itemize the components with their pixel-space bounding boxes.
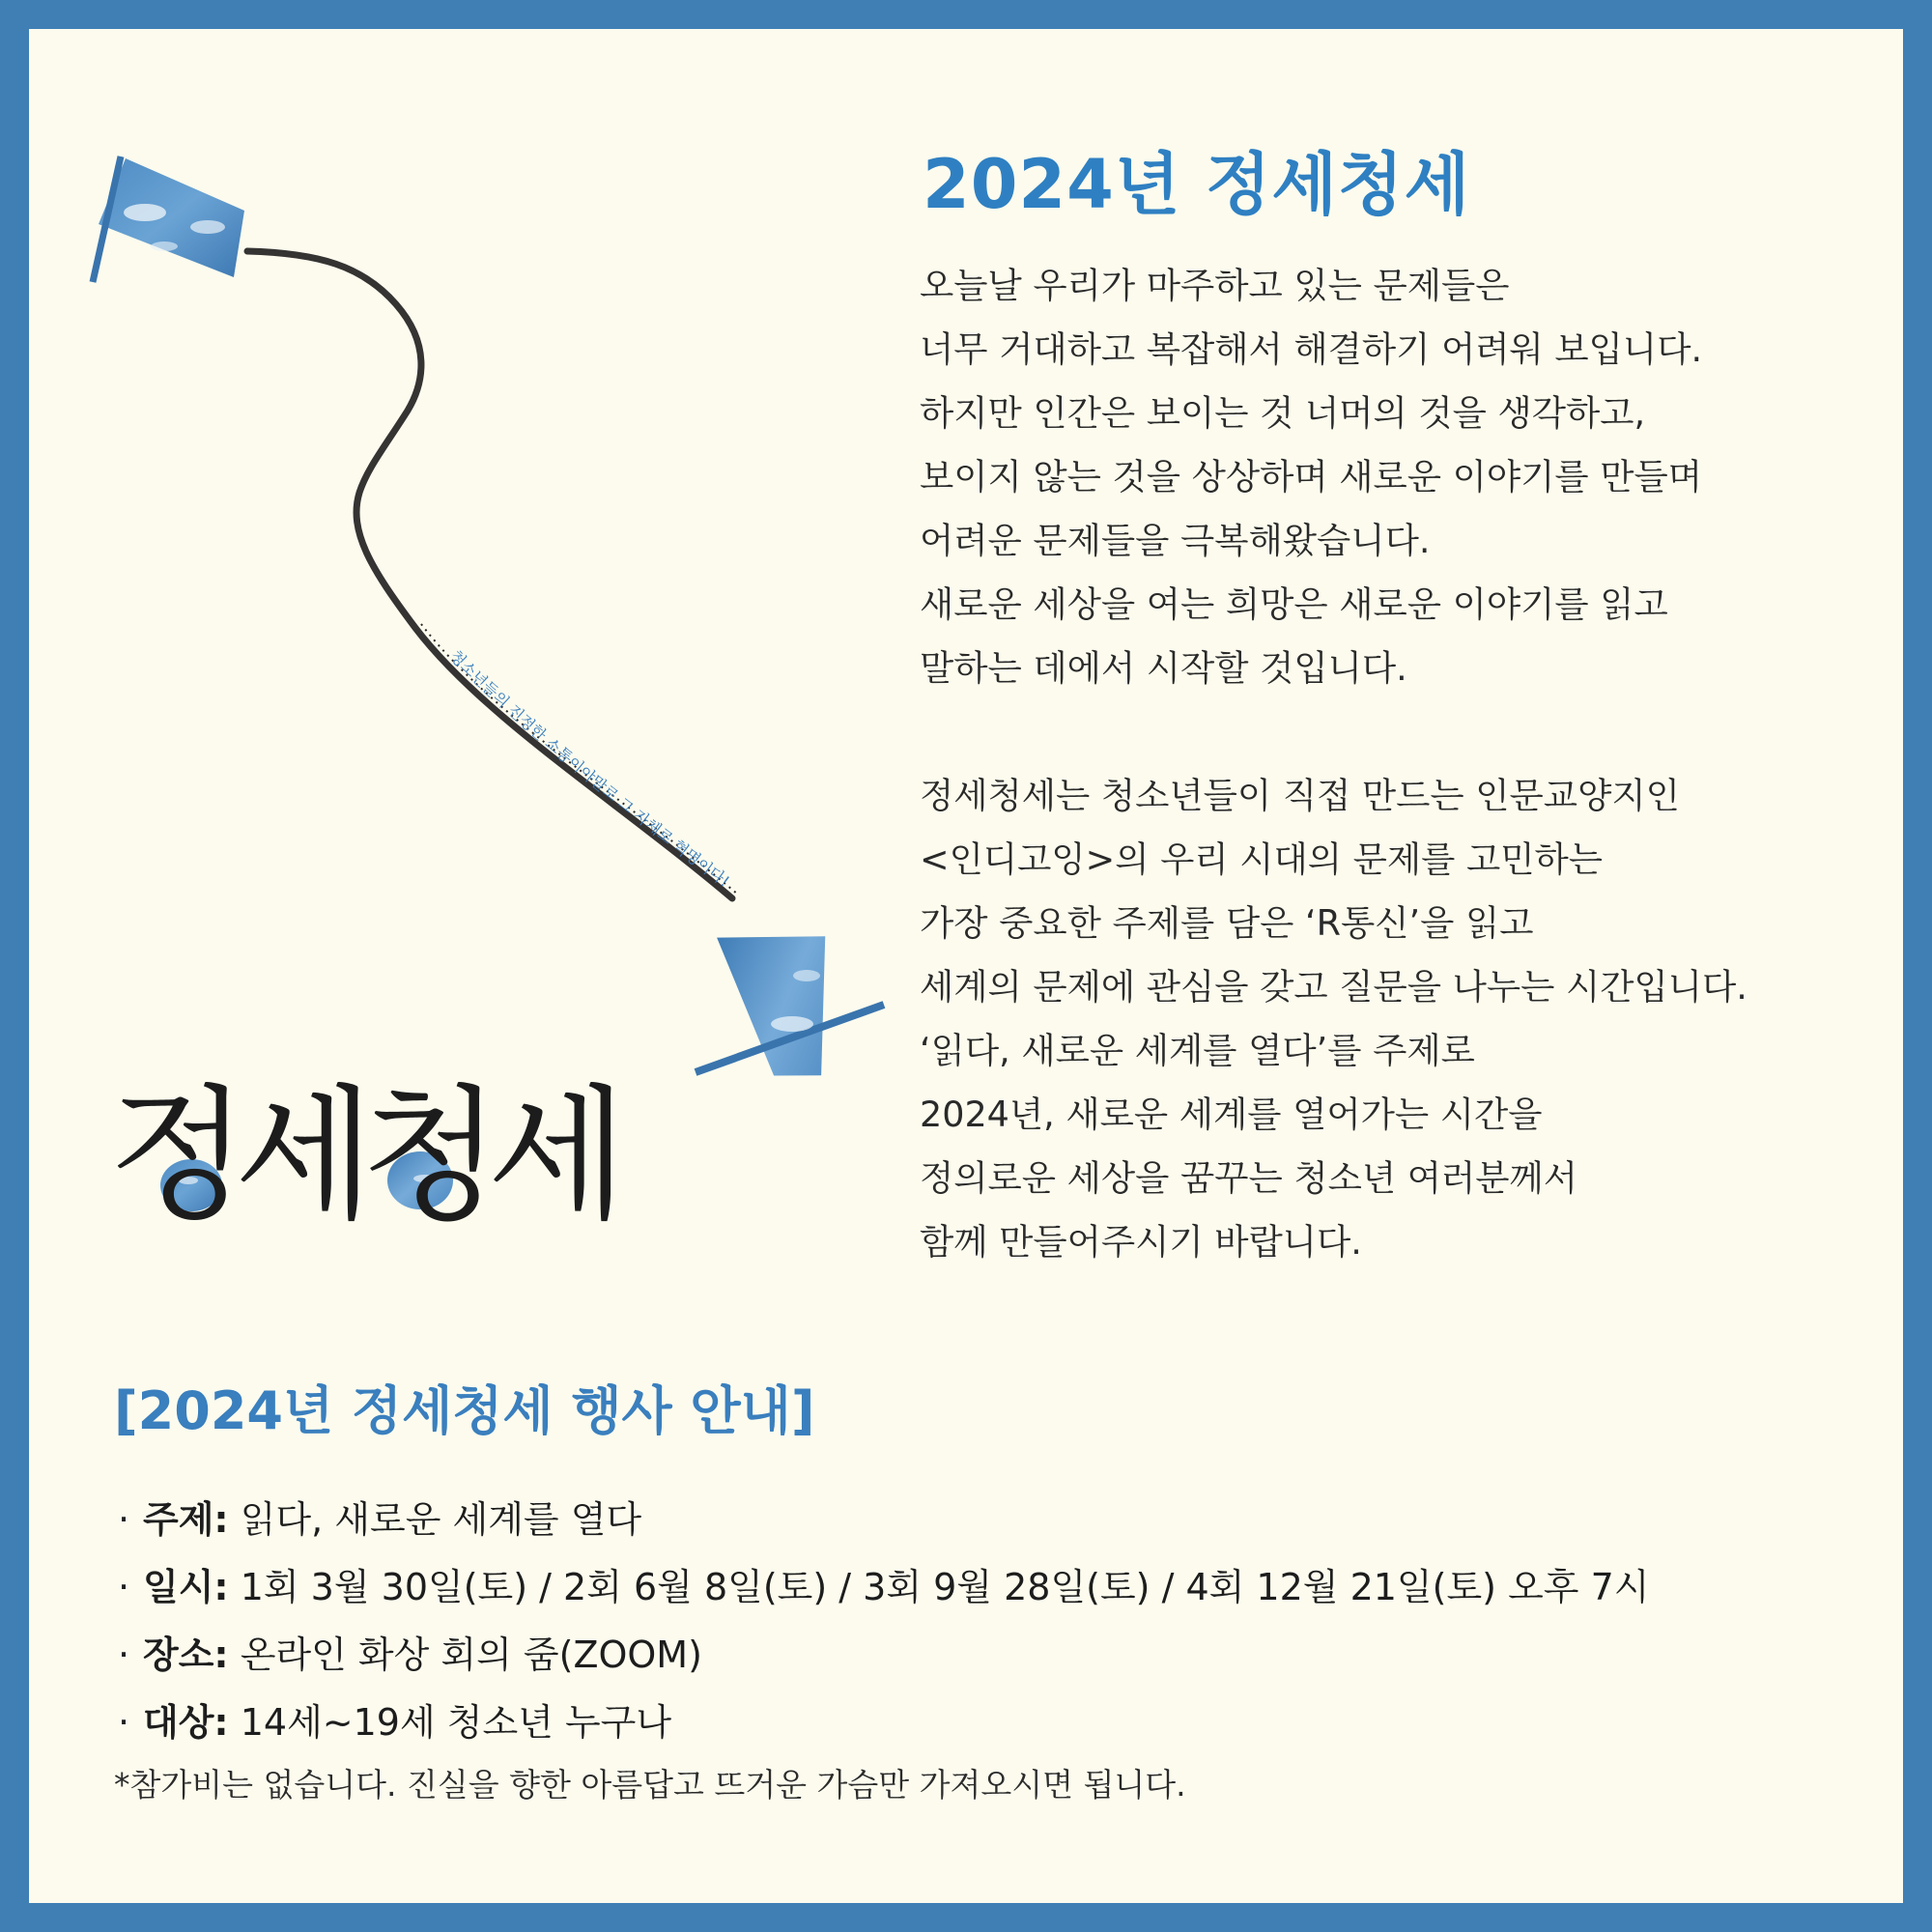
bullet: · bbox=[118, 1701, 130, 1744]
detail-key: 일시: bbox=[143, 1566, 229, 1608]
poster bbox=[29, 29, 1903, 1903]
intro-line: <인디고잉>의 우리 시대의 문제를 고민하는 bbox=[920, 838, 1603, 880]
fee-note: *참가비는 없습니다. 진실을 향한 아름답고 뜨거운 가슴만 가져오시면 됩니다. bbox=[114, 1766, 1186, 1804]
intro-text bbox=[920, 254, 1886, 1274]
intro-line: 2024년, 새로운 세계를 열어가는 시간을 bbox=[920, 1094, 1543, 1135]
intro-line: 보이지 않는 것을 상상하며 새로운 이야기를 만들며 bbox=[920, 456, 1703, 497]
detail-row-audience bbox=[118, 1689, 1649, 1756]
intro-line: 새로운 세상을 여는 희망은 새로운 이야기를 읽고 bbox=[920, 583, 1668, 625]
event-details bbox=[118, 1486, 1649, 1756]
detail-value: 읽다, 새로운 세계를 열다 bbox=[240, 1498, 642, 1541]
intro-line: 정세청세는 청소년들이 직접 만드는 인문교양지인 bbox=[920, 775, 1680, 816]
intro-line: 정의로운 세상을 꿈꾸는 청소년 여러분께서 bbox=[920, 1157, 1578, 1199]
intro-line: ‘읽다, 새로운 세계를 열다’를 주제로 bbox=[920, 1030, 1475, 1071]
detail-row-topic bbox=[118, 1486, 1649, 1553]
paragraph-gap bbox=[920, 700, 1886, 764]
string-caption: 청소년들의 진정한 소통이야말로 그 자체로 혁명이다! bbox=[446, 646, 733, 891]
bullet: · bbox=[118, 1566, 130, 1608]
intro-line: 너무 거대하고 복잡해서 해결하기 어려워 보입니다. bbox=[920, 328, 1703, 370]
intro-line: 오늘날 우리가 마주하고 있는 문제들은 bbox=[920, 265, 1510, 306]
detail-row-schedule bbox=[118, 1553, 1649, 1621]
detail-row-place bbox=[118, 1621, 1649, 1689]
intro-line: 세계의 문제에 관심을 갖고 질문을 나누는 시간입니다. bbox=[920, 966, 1747, 1008]
top-cup-icon bbox=[93, 156, 244, 282]
detail-value: 14세~19세 청소년 누구나 bbox=[240, 1701, 672, 1744]
detail-key: 장소: bbox=[143, 1634, 229, 1676]
detail-value: 온라인 화상 회의 줌(ZOOM) bbox=[240, 1634, 702, 1676]
bullet: · bbox=[118, 1634, 130, 1676]
intro-line: 가장 중요한 주제를 담은 ‘R통신’을 읽고 bbox=[920, 902, 1534, 944]
bottom-cup-icon bbox=[696, 916, 884, 1091]
detail-value: 1회 3월 30일(토) / 2회 6월 8일(토) / 3회 9월 28일(토) / 4회 12월 21일(토) 오후 7시 bbox=[240, 1566, 1650, 1608]
page-title: 2024년 정세청세 bbox=[923, 145, 1471, 224]
intro-line: 함께 만들어주시기 바랍니다. bbox=[920, 1221, 1362, 1263]
logo-wordmark: 정세청세 bbox=[108, 1072, 614, 1240]
intro-line: 어려운 문제들을 극복해왔습니다. bbox=[920, 520, 1431, 561]
bullet: · bbox=[118, 1498, 130, 1541]
detail-key: 주제: bbox=[143, 1498, 229, 1541]
event-title: [2024년 정세청세 행사 안내] bbox=[114, 1380, 815, 1441]
intro-line: 하지만 인간은 보이는 것 너머의 것을 생각하고, bbox=[920, 392, 1646, 434]
string-line bbox=[247, 251, 732, 898]
detail-key: 대상: bbox=[143, 1701, 229, 1744]
intro-line: 말하는 데에서 시작할 것입니다. bbox=[920, 647, 1407, 689]
